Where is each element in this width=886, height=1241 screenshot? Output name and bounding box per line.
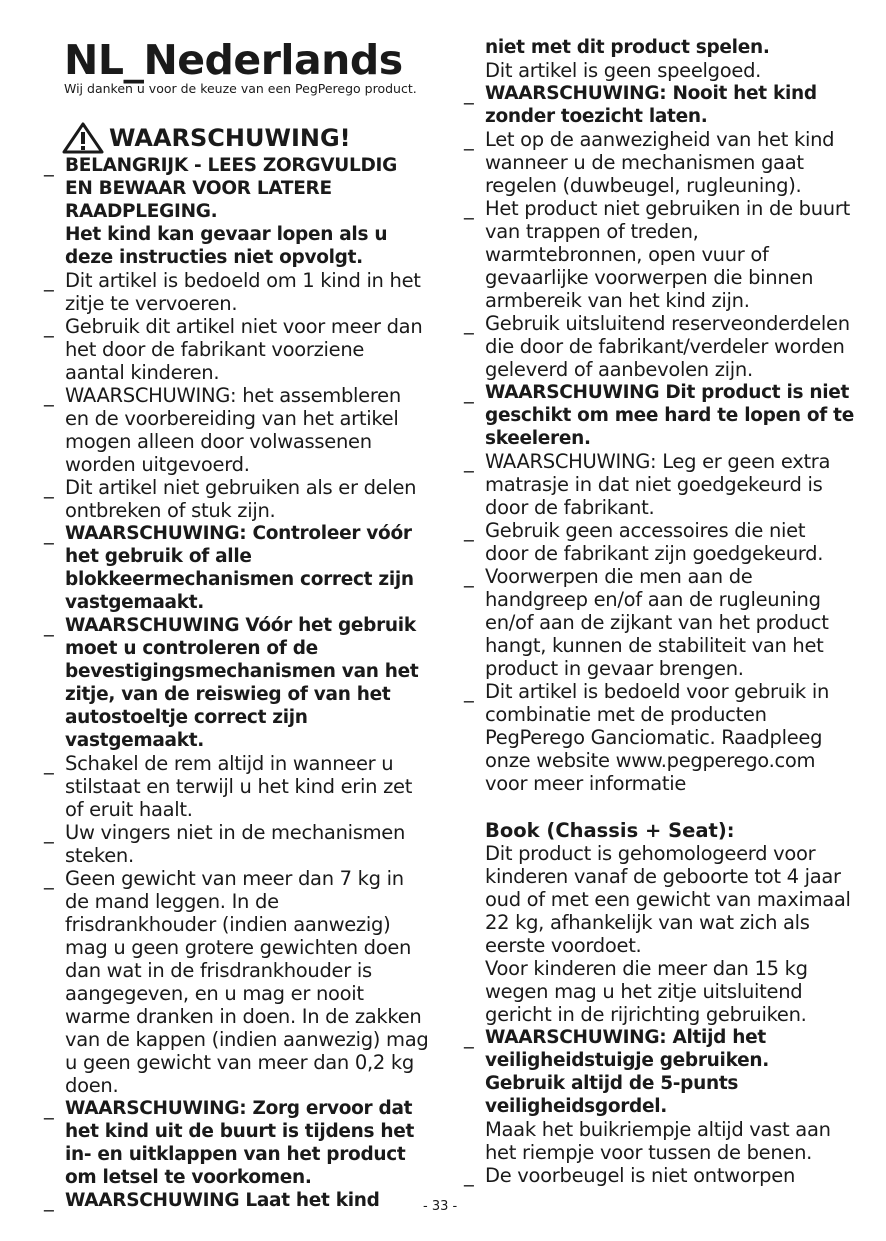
list-item <box>44 821 429 867</box>
list-item <box>44 269 429 315</box>
bullet-dash: _ <box>464 128 474 151</box>
list-item <box>44 614 429 752</box>
list-item-extra: Het kind kan gevaar lopen als u deze instructies niet opvolgt. <box>65 224 388 268</box>
list-item-text: WAARSCHUWING Laat het kind <box>65 1190 380 1211</box>
list-item-text: Gebruik dit artikel niet voor meer dan het door de fabrikant voorziene aantal kinderen. <box>65 315 423 384</box>
left-column <box>44 36 429 1212</box>
list-item-text: WAARSCHUWING: Nooit het kind zonder toezicht laten. <box>485 83 817 127</box>
list-item-text-wrap <box>65 1097 429 1189</box>
list-item-text: WAARSCHUWING Vóór het gebruik moet u controleren of de bevestigingsmechanismen van het zitje, van de reiswieg of van het autostoeltje correct zijn vastgemaakt. <box>65 615 419 751</box>
right-warning-list <box>464 82 854 795</box>
page-number: - 33 - <box>423 1199 458 1214</box>
list-item-text-wrap <box>65 867 429 1097</box>
list-item <box>464 197 854 312</box>
bullet-dash: _ <box>464 197 474 220</box>
thanks-line: Wij danken u voor de keuze van een PegPerego product. <box>64 81 417 96</box>
list-item-text: Uw vingers niet in de mechanismen steken. <box>65 821 406 867</box>
right-column <box>464 36 854 1187</box>
list-item-text: Voorwerpen die men aan de handgreep en/of aan de rugleuning en/of aan de zijkant van het product hangt, kunnen de stabiliteit van het product in gevaar brengen. <box>485 565 829 680</box>
list-item-text: Let op de aanwezigheid van het kind wanneer u de mechanismen gaat regelen (duwbeugel, rugleuning). <box>485 128 835 197</box>
list-item-text: WAARSCHUWING: Leg er geen extra matrasje in dat niet goedgekeurd is door de fabrikant. <box>485 450 831 519</box>
list-item-text: Dit artikel is bedoeld voor gebruik in combinatie met de producten PegPerego Ganciomatic. Raadpleeg onze website www.pegperego.com voor meer informatie <box>485 680 829 795</box>
bullet-dash: _ <box>464 680 474 703</box>
list-item-text: Schakel de rem altijd in wanneer u stilstaat en terwijl u het kind erin zet of eruit haalt. <box>65 752 413 821</box>
left-warning-list <box>44 154 429 1212</box>
bullet-dash: _ <box>44 1189 54 1212</box>
bullet-dash: _ <box>44 315 54 338</box>
list-item-text-wrap <box>485 128 854 197</box>
list-item-text-wrap <box>485 680 854 795</box>
list-item-extra-normal: Maak het buikriempje altijd vast aan het riempje voor tussen de benen. <box>485 1118 831 1164</box>
list-item-text-wrap <box>65 384 429 476</box>
warning-heading-text: WAARSCHUWING! <box>109 124 351 152</box>
list-item-text-wrap <box>485 197 854 312</box>
list-item <box>464 565 854 680</box>
list-item-text-wrap <box>485 381 854 450</box>
continuation-normal: Dit artikel is geen speelgoed. <box>485 59 762 82</box>
list-item-text-wrap <box>65 522 429 614</box>
bullet-dash: _ <box>464 381 474 404</box>
bullet-dash: _ <box>464 312 474 335</box>
list-item <box>464 82 854 128</box>
list-item-text-wrap <box>485 1164 854 1187</box>
list-item <box>44 476 429 522</box>
list-item-text-wrap <box>485 519 854 565</box>
warning-heading <box>62 122 429 154</box>
list-item-text-wrap <box>65 154 429 269</box>
list-item-text: Dit artikel niet gebruiken als er delen ontbreken of stuk zijn. <box>65 476 417 522</box>
bullet-dash: _ <box>464 1164 474 1187</box>
list-item-text: Het product niet gebruiken in de buurt van trappen of treden, warmtebronnen, open vuur of gevaarlijke voorwerpen die binnen armbereik van het kind zijn. <box>485 197 850 312</box>
bullet-dash: _ <box>44 476 54 499</box>
list-item <box>44 154 429 269</box>
book-para-1: Dit product is gehomologeerd voor kinderen vanaf de geboorte tot 4 jaar oud of met een gewicht van maximaal 22 kg, afhankelijk van wat zich als eerste voordoet. <box>485 842 851 957</box>
list-item <box>464 680 854 795</box>
list-item-text: WAARSCHUWING: Controleer vóór het gebruik of alle blokkeermechanismen correct zijn vastgemaakt. <box>65 523 414 613</box>
list-item-text-wrap <box>485 1026 854 1164</box>
list-item-text-wrap <box>65 476 429 522</box>
list-item-text-wrap <box>485 312 854 381</box>
continuation-block <box>464 36 854 82</box>
list-item-text-wrap <box>65 752 429 821</box>
list-item-text: De voorbeugel is niet ontworpen <box>485 1164 796 1187</box>
list-item-text: WAARSCHUWING: het assembleren en de voorbereiding van het artikel mogen alleen door volwassenen worden uitgevoerd. <box>65 384 401 476</box>
bullet-dash: _ <box>44 752 54 775</box>
list-item <box>464 519 854 565</box>
list-item <box>44 315 429 384</box>
list-item-text: Dit artikel is bedoeld om 1 kind in het zitje te vervoeren. <box>65 269 421 315</box>
bullet-dash: _ <box>44 269 54 292</box>
page-title: NL_Nederlands <box>64 36 403 84</box>
list-item-text-wrap <box>485 565 854 680</box>
bullet-dash: _ <box>464 82 474 105</box>
list-item-text: WAARSCHUWING Dit product is niet geschikt om mee hard te lopen of te skeeleren. <box>485 382 854 449</box>
bullet-dash: _ <box>464 565 474 588</box>
list-item-text-wrap <box>65 315 429 384</box>
list-item-text-wrap <box>65 1189 429 1212</box>
list-item-text: Geen gewicht van meer dan 7 kg in de mand leggen. In de frisdrankhouder (indien aanwezig) mag u geen grotere gewichten doen dan wat in de frisdrankhouder is aangegeven, en u mag er nooit warme dranken in doen. In de zakken van de kappen (indien aanwezig) mag u geen gewicht van meer dan 0,2 kg doen. <box>65 867 429 1097</box>
bullet-dash: _ <box>44 614 54 637</box>
list-item <box>464 312 854 381</box>
bullet-dash: _ <box>464 519 474 542</box>
list-item <box>44 522 429 614</box>
list-item <box>464 128 854 197</box>
list-item-text: BELANGRIJK - LEES ZORGVULDIG EN BEWAAR VOOR LATERE RAADPLEGING. <box>65 155 397 222</box>
bullet-dash: _ <box>464 450 474 473</box>
list-item <box>464 1026 854 1164</box>
list-item-text: WAARSCHUWING: Altijd het veiligheidstuigje gebruiken. Gebruik altijd de 5-punts veiligheidsgordel. <box>485 1027 769 1117</box>
list-item <box>44 867 429 1097</box>
list-item <box>464 450 854 519</box>
list-item-text: Gebruik geen accessoires die niet door de fabrikant zijn goedgekeurd. <box>485 519 824 565</box>
bullet-dash: _ <box>44 384 54 407</box>
list-item-text-wrap <box>65 821 429 867</box>
warning-triangle-icon <box>62 122 104 154</box>
bullet-dash: _ <box>44 821 54 844</box>
list-item-text: Gebruik uitsluitend reserveonderdelen die door de fabrikant/verdeler worden geleverd of aanbevolen zijn. <box>485 312 850 381</box>
bullet-dash: _ <box>44 154 54 177</box>
continuation-bold: niet met dit product spelen. <box>485 37 770 58</box>
list-item <box>44 384 429 476</box>
bullet-dash: _ <box>44 522 54 545</box>
bullet-dash: _ <box>44 1097 54 1120</box>
bullet-dash: _ <box>464 1026 474 1049</box>
list-item <box>44 752 429 821</box>
list-item <box>44 1189 429 1212</box>
list-item <box>464 1164 854 1187</box>
list-item-text-wrap <box>485 450 854 519</box>
right-warning-list-2 <box>464 1026 854 1187</box>
book-section-title: Book (Chassis + Seat): <box>485 819 735 842</box>
list-item-text: WAARSCHUWING: Zorg ervoor dat het kind uit de buurt is tijdens het in- en uitklappen van het product om letsel te voorkomen. <box>65 1098 415 1188</box>
list-item <box>464 381 854 450</box>
list-item-text-wrap <box>65 614 429 752</box>
book-para-2: Voor kinderen die meer dan 15 kg wegen mag u het zitje uitsluitend gericht in de rijrichting gebruiken. <box>485 957 808 1026</box>
list-item-text-wrap <box>65 269 429 315</box>
list-item <box>44 1097 429 1189</box>
list-item-text-wrap <box>485 82 854 128</box>
bullet-dash: _ <box>44 867 54 890</box>
